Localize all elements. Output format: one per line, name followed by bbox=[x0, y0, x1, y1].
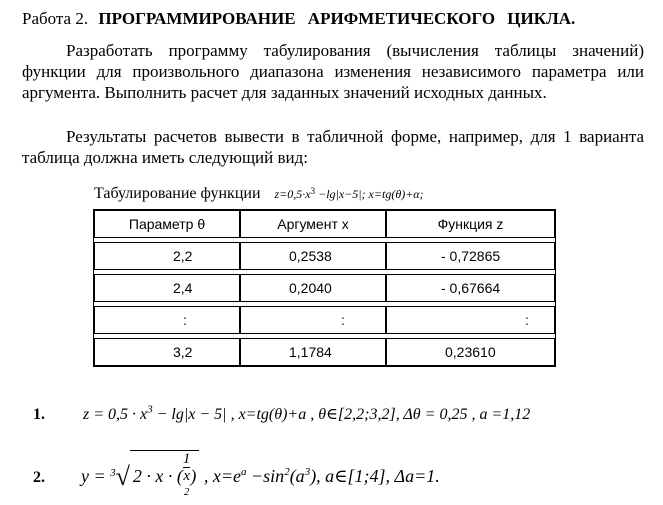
task-2-rest-d: ), a∈[1;4], Δa=1. bbox=[310, 466, 440, 487]
cell-argument: 0,2538 bbox=[240, 242, 386, 270]
table-row bbox=[94, 274, 555, 302]
cell-parameter: : bbox=[94, 306, 240, 334]
header-function: Функция z bbox=[386, 210, 555, 238]
task-2-rest-b-exp: 2 bbox=[284, 466, 290, 479]
cell-function: - 0,67664 bbox=[386, 274, 555, 302]
task-2-radicand-start: 2 · x · ( bbox=[132, 466, 183, 487]
header-argument: Аргумент x bbox=[240, 210, 386, 238]
task-2-rest-c-exp: 3 bbox=[304, 466, 311, 479]
task-2-frac-den: x bbox=[183, 468, 190, 484]
table-caption bbox=[94, 185, 424, 203]
cell-parameter: 3,2 bbox=[94, 338, 240, 366]
task-2-rest-c: (a bbox=[289, 466, 305, 487]
table-header-row bbox=[94, 210, 555, 238]
heading-prefix: Работа 2. bbox=[22, 9, 89, 28]
task-2-frac-den-exp: 2 bbox=[183, 486, 190, 498]
caption-formula-exp: 3 bbox=[310, 186, 316, 196]
header-parameter: Параметр θ bbox=[94, 210, 240, 238]
cell-function: : bbox=[386, 306, 555, 334]
cell-function: - 0,72865 bbox=[386, 242, 555, 270]
heading bbox=[22, 9, 575, 29]
cell-argument: : bbox=[240, 306, 386, 334]
task-2-number: 2. bbox=[33, 469, 45, 487]
task-2-y-eq: y = bbox=[81, 466, 111, 487]
cell-argument: 1,1784 bbox=[240, 338, 386, 366]
task-2-radicand-end: ) bbox=[190, 466, 197, 487]
cell-parameter: 2,2 bbox=[94, 242, 240, 270]
results-table bbox=[93, 209, 556, 367]
caption-formula-b: −lg|x−5|; x=tg(θ)+α; bbox=[315, 187, 424, 201]
task-2-rest-a-exp: a bbox=[241, 466, 247, 479]
cell-parameter: 2,4 bbox=[94, 274, 240, 302]
cell-argument: 0,2040 bbox=[240, 274, 386, 302]
table-row bbox=[94, 306, 555, 334]
task-1 bbox=[33, 404, 530, 424]
task-2-formula bbox=[81, 451, 440, 498]
task-1-number: 1. bbox=[33, 406, 45, 424]
paragraph-task-description: Разработать программу табулирования (вычисления таблицы значений) функции для произвольного диапазона изменения независимого параметра или аргумента. Выполнить расчет для заданных значений исходных данных. bbox=[22, 41, 644, 102]
task-1-formula-post: − lg|x − 5| , x=tg(θ)+a , θ∈[2,2;3,2], Δθ = 0,25 , a =1,12 bbox=[152, 406, 531, 424]
task-2-rest-b: −sin bbox=[246, 466, 285, 487]
task-1-formula-pre: z = 0,5 · x bbox=[83, 406, 148, 424]
paragraph-output-instructions: Результаты расчетов вывести в табличной форме, например, для 1 варианта таблица должна иметь следующий вид: bbox=[22, 127, 644, 167]
task-2-root-index: 3 bbox=[110, 467, 116, 480]
caption-label: Табулирование функции bbox=[94, 185, 261, 202]
task-1-formula bbox=[83, 406, 530, 423]
table-row bbox=[94, 338, 555, 366]
task-2-rest-a: , x=e bbox=[199, 466, 242, 487]
task-1-formula-exp: 3 bbox=[147, 404, 153, 416]
caption-formula-a: z=0,5·x bbox=[274, 187, 311, 201]
cell-function: 0,23610 bbox=[386, 338, 555, 366]
root-sign-icon: √ bbox=[115, 462, 130, 492]
table-row bbox=[94, 242, 555, 270]
task-2-frac-num: 1 bbox=[182, 451, 191, 467]
caption-formula bbox=[275, 187, 424, 201]
heading-title: ПРОГРАММИРОВАНИЕ АРИФМЕТИЧЕСКОГО ЦИКЛА. bbox=[98, 9, 576, 28]
